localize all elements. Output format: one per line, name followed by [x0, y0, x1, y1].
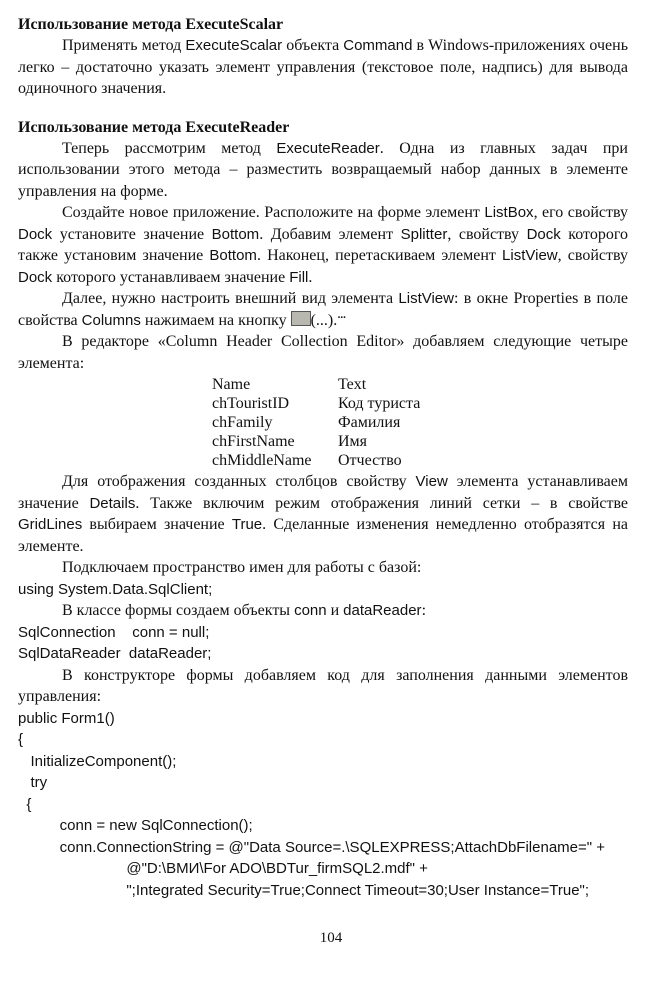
paragraph-3: Далее, нужно настроить внешний вид элемента ListView: в окне Properties в поле свойства Columns нажимаем на кнопку ... [18, 288, 628, 331]
code-line: public Form1() [18, 709, 115, 727]
document-page [18, 14, 628, 901]
column-row [212, 375, 420, 394]
column-row [212, 394, 420, 413]
heading-executescalar: Использование метода ExecuteScalar [18, 16, 284, 33]
paragraph-5: Для отображения созданных столбцов свойству View элемента устанавливаем значение Details. Также включим режим отображения линий сетки – в свойстве GridLines выбираем значение True. Сделанные изменения немедленно отобразятся на элементе. [18, 473, 629, 555]
column-text: Код туриста [338, 395, 421, 412]
code-line: SqlDataReader dataReader; [18, 645, 212, 662]
code-line: ";Integrated Security=True;Connect Timeout=30;User Instance=True"; [18, 881, 590, 899]
code-line: @"D:\BMИ\For ADO\BDTur_firmSQL2.mdf" + [18, 860, 428, 877]
code-line: SqlConnection conn = null; [18, 623, 210, 641]
column-row [212, 413, 420, 432]
code-line: { [18, 731, 24, 748]
column-name: chMiddleName [212, 452, 312, 469]
paragraph-6: Подключаем пространство имен для работы с базой: [62, 559, 422, 576]
code-fields [18, 622, 628, 665]
code-using: using System.Data.SqlClient; [18, 580, 213, 598]
page-number: 104 [319, 930, 343, 946]
paragraph-1: Теперь рассмотрим метод ExecuteReader. Одна из главных задач при использовании этого метода – разместить возвращаемый набор данных в элементе управления на форме. [18, 139, 628, 200]
column-text: Отчество [338, 452, 402, 469]
heading-executereader: Использование метода ExecuteReader [18, 118, 290, 136]
column-name: chTouristID [212, 395, 290, 412]
code-line: conn = new SqlConnection(); [18, 817, 253, 834]
column-text: Фамилия [338, 414, 401, 431]
paragraph-2: Создайте новое приложение. Расположите на форме элемент ListBox, его свойству Dock установите значение Bottom. Добавим элемент Splitter, свойству Dock которого также установим значение Bottom. Наконец, перетаскиваем элемент ListView, свойству Dock которого устанавливаем значение Fill. [18, 204, 629, 286]
paragraph-executescalar: Применять метод ExecuteScalar объекта Command в Windows-приложениях очень легко – достаточно указать элемент управления (текстовое поле, надпись) для вывода одиночного значения. [18, 37, 628, 97]
code-line: try [18, 774, 48, 791]
column-name: chFamily [212, 414, 273, 431]
paragraph-4: В редакторе «Column Header Collection Editor» добавляем следующие четыре элемента: [18, 333, 628, 372]
code-line: InitializeComponent(); [18, 752, 177, 770]
code-constructor [18, 708, 628, 902]
column-text: Text [338, 376, 367, 393]
code-line: conn.ConnectionString = @"Data Source=.\SQLEXPRESS;AttachDbFilename=" + [18, 838, 606, 856]
column-name: chFirstName [212, 433, 295, 450]
code-line: { [18, 795, 32, 813]
column-row [212, 432, 420, 451]
column-row [212, 451, 420, 470]
column-text: Имя [338, 433, 368, 450]
paragraph-8: В конструкторе формы добавляем код для заполнения данными элементов управления: [18, 666, 628, 705]
paragraph-7: В классе формы создаем объекты conn и dataReader: [62, 602, 427, 619]
column-list [212, 375, 420, 470]
ellipsis-button-icon [291, 311, 311, 326]
column-name: Name [212, 376, 251, 393]
